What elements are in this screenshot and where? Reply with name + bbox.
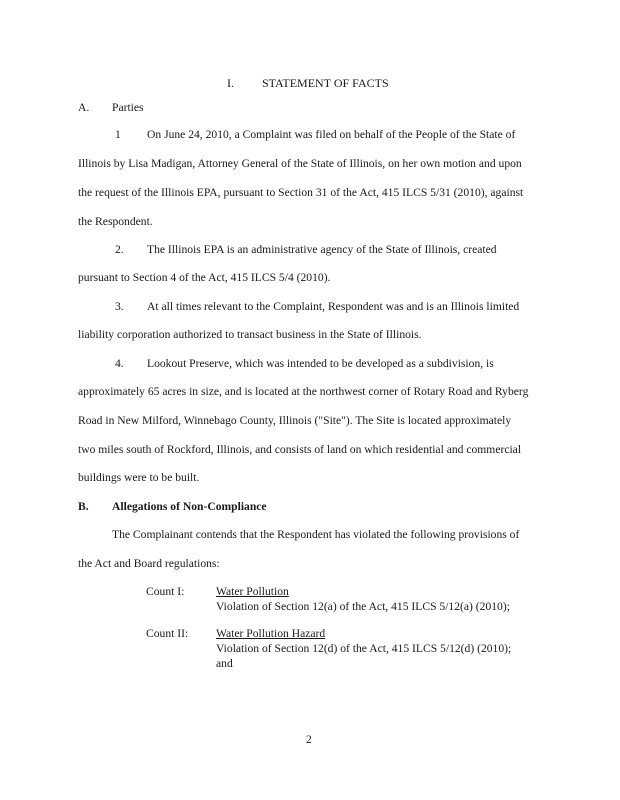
page-number: 2 (306, 733, 312, 746)
paragraph-2-line: pursuant to Section 4 of the Act, 415 ILCS 5/4 (2010). (78, 271, 331, 284)
paragraph-2-line: The Illinois EPA is an administrative agency of the State of Illinois, created (147, 243, 497, 256)
count-2-title: Water Pollution Hazard (216, 627, 326, 640)
paragraph-1-line: the Respondent. (78, 215, 153, 228)
count-2-line: Violation of Section 12(d) of the Act, 415 ILCS 5/12(d) (2010); (216, 642, 512, 655)
paragraph-1-line: the request of the Illinois EPA, pursuant to Section 31 of the Act, 415 ILCS 5/31 (2010), against (78, 186, 524, 199)
paragraph-4-line: buildings were to be built. (78, 471, 200, 484)
count-1-line: Violation of Section 12(a) of the Act, 415 ILCS 5/12(a) (2010); (216, 600, 510, 613)
count-1-title: Water Pollution (216, 585, 289, 598)
subsection-b-line: the Act and Board regulations: (78, 557, 220, 570)
paragraph-3-number: 3. (115, 300, 124, 313)
paragraph-3-line: liability corporation authorized to transact business in the State of Illinois. (78, 328, 422, 341)
subsection-b-letter: B. (78, 500, 89, 513)
paragraph-4-line: Lookout Preserve, which was intended to be developed as a subdivision, is (147, 357, 494, 370)
paragraph-1-line: Illinois by Lisa Madigan, Attorney General of the State of Illinois, on her own motion and upon (78, 157, 522, 170)
subsection-b-line: The Complainant contends that the Respondent has violated the following provisions of (112, 528, 520, 541)
count-2-line: and (216, 657, 233, 670)
section-number: I. (227, 76, 234, 90)
section-title: STATEMENT OF FACTS (262, 76, 389, 90)
subsection-b-title: Allegations of Non-Compliance (112, 500, 267, 513)
paragraph-4-line: Road in New Milford, Winnebago County, Illinois ("Site"). The Site is located approximately (78, 414, 512, 427)
subsection-a-title: Parties (112, 101, 144, 114)
paragraph-1-line: On June 24, 2010, a Complaint was filed on behalf of the People of the State of (147, 128, 516, 141)
subsection-a-letter: A. (78, 101, 90, 114)
count-1-label: Count I: (146, 585, 185, 598)
paragraph-1-number: 1 (115, 128, 121, 141)
paragraph-3-line: At all times relevant to the Complaint, Respondent was and is an Illinois limited (147, 300, 520, 313)
paragraph-4-line: two miles south of Rockford, Illinois, and consists of land on which residential and commercial (78, 443, 522, 456)
paragraph-4-line: approximately 65 acres in size, and is located at the northwest corner of Rotary Road and Ryberg (78, 385, 529, 398)
count-2-label: Count II: (146, 627, 189, 640)
paragraph-2-number: 2. (115, 243, 124, 256)
paragraph-4-number: 4. (115, 357, 124, 370)
